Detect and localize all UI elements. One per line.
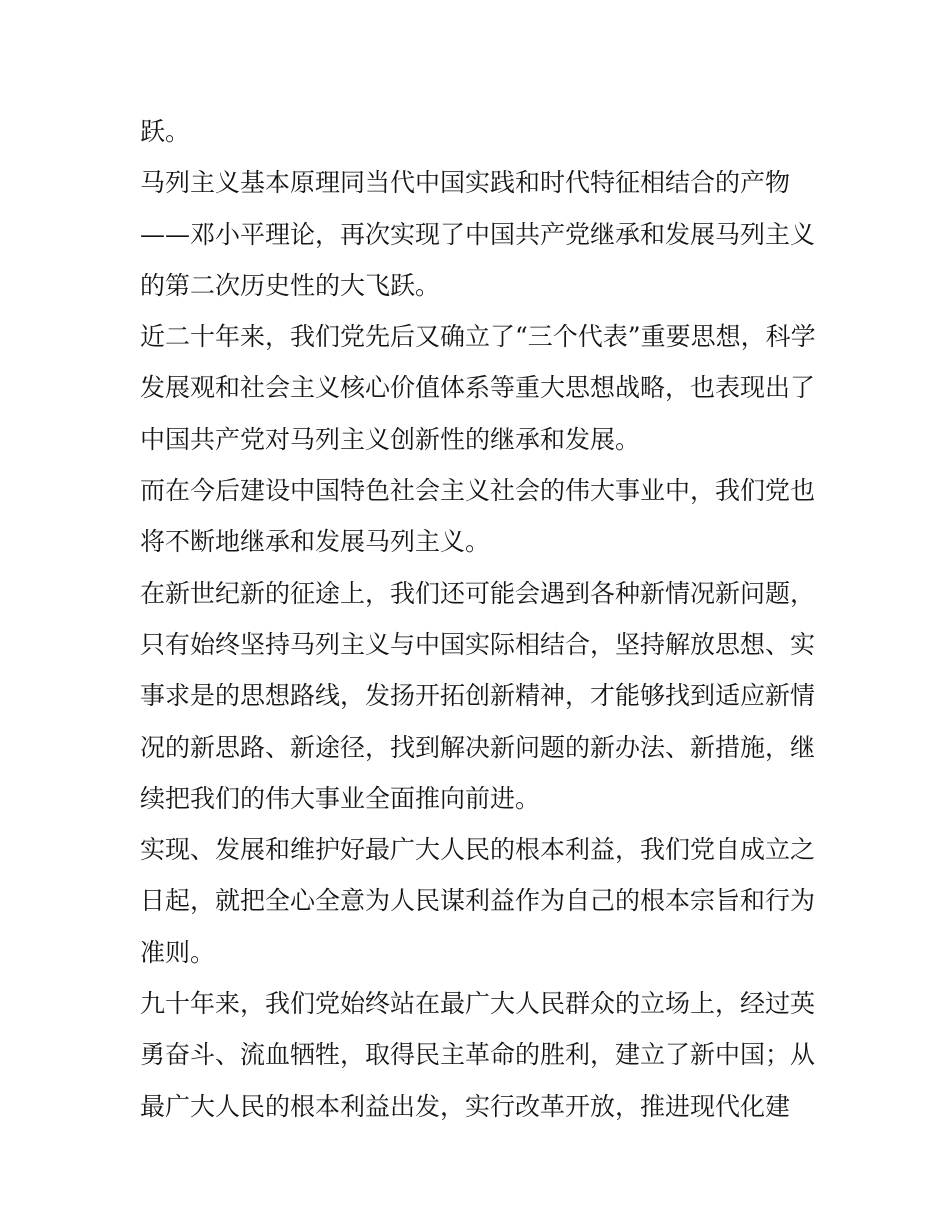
document-body [140,106,820,1132]
paragraph-6 [140,824,820,978]
text-line: 中国共产党对马列主义创新性的继承和发展。 [140,424,641,454]
text-line: 只有始终坚持马列主义与中国实际相结合，坚持解放思想、实 [140,629,816,659]
text-line: 准则。 [140,937,216,967]
text-line: 续把我们的伟大事业全面推向前进。 [140,783,541,813]
text-line: 而在今后建设中国特色社会主义社会的伟大事业中，我们党也 [140,476,816,506]
text-line: ——邓小平理论，再次实现了中国共产党继承和发展马列主义 [140,219,816,249]
paragraph-5 [140,568,820,824]
paragraph-3 [140,311,820,465]
paragraph-2 [140,157,820,311]
text-line: 况的新思路、新途径，找到解决新问题的新办法、新措施，继 [140,732,816,762]
text-line: 事求是的思想路线，发扬开拓创新精神，才能够找到适应新情 [140,681,816,711]
text-line: 最广大人民的根本利益出发，实行改革开放，推进现代化建 [140,1091,791,1121]
text-line: 跃。 [140,117,191,146]
text-line: 的第二次历史性的大飞跃。 [140,270,441,300]
paragraph-7 [140,978,820,1132]
text-line: 近二十年来，我们党先后又确立了“三个代表”重要思想，科学 [140,322,816,352]
text-line: 实现、发展和维护好最广大人民的根本利益，我们党自成立之 [140,835,816,865]
paragraph-4 [140,465,820,568]
text-line: 日起，就把全心全意为人民谋利益作为自己的根本宗旨和行为 [140,886,816,916]
paragraph-1 [140,106,820,157]
text-line: 勇奋斗、流血牺牲，取得民主革命的胜利，建立了新中国；从 [140,1040,816,1070]
text-line: 发展观和社会主义核心价值体系等重大思想战略，也表现出了 [140,373,816,403]
text-line: 九十年来，我们党始终站在最广大人民群众的立场上，经过英 [140,989,816,1019]
text-line: 在新世纪新的征途上，我们还可能会遇到各种新情况新问题， [140,578,816,608]
text-line: 将不断地继承和发展马列主义。 [140,527,491,557]
text-line: 马列主义基本原理同当代中国实践和时代特征相结合的产物 [140,168,791,198]
